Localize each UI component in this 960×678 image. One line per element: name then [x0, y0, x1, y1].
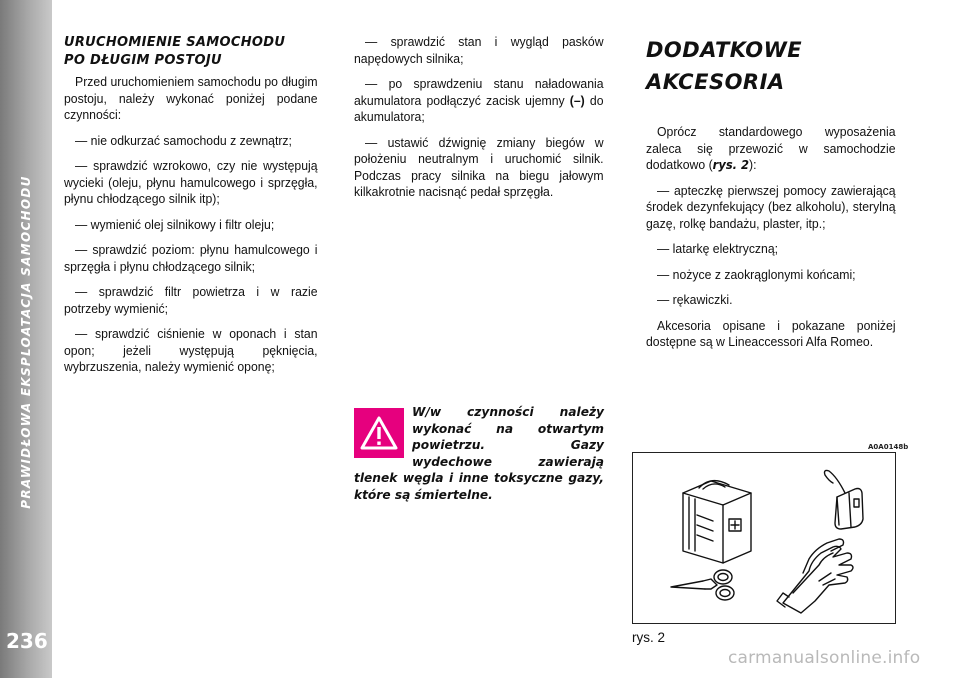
- list-item: [354, 76, 604, 126]
- intro-text: Oprócz standardowego wyposażenia zaleca się przewozić w samochodzie dodatkowo (: [646, 124, 896, 172]
- scissors-icon: [671, 570, 734, 600]
- heading-line: URUCHOMIENIE SAMOCHODU: [64, 35, 286, 50]
- list-item: — ustawić dźwignię zmiany biegów w położeniu neutralnym i uruchomić silnik. Podczas pracy silnika na biegu jałowym kilkakrotnie nacisnąć pedał sprzęgła.: [354, 134, 604, 199]
- watermark: carmanualsonline.info: [728, 648, 921, 668]
- list-item-text: do akumulatora;: [354, 92, 604, 124]
- list-item: — rękawiczki.: [657, 292, 733, 307]
- list-item-text: — po sprawdzeniu stanu naładowania akumulatora podłączyć zacisk ujemny: [354, 76, 604, 108]
- list-item: — sprawdzić wzrokowo, czy nie występują wycieki (oleju, płynu hamulcowego i sprzęgła, płynu chłodzącego silnik itp);: [64, 158, 318, 206]
- paragraph: Akcesoria opisane i pokazane poniżej dostępne są w Lineaccessori Alfa Romeo.: [646, 317, 896, 349]
- section-heading-restart: [64, 34, 318, 70]
- first-aid-kit-icon: [683, 481, 751, 563]
- warning-triangle-icon: [354, 408, 404, 458]
- figure-accessories: [632, 452, 896, 624]
- sidebar: [0, 0, 52, 678]
- list-item: — sprawdzić stan i wygląd pasków napędowych silnika;: [354, 34, 604, 66]
- gloves-icon: [777, 539, 853, 613]
- intro-text-end: ):: [749, 157, 757, 172]
- warning-text: W/w czynności należy wykonać na otwartym powietrzu. Gazy wydechowe zawierają tlenek węgla i inne toksyczne gazy, które są śmiertelne.: [354, 405, 604, 502]
- section-heading-accessories: [646, 34, 896, 98]
- list-item: — nożyce z zaokrąglonymi końcami;: [657, 266, 856, 282]
- minus-symbol: (–): [569, 92, 585, 108]
- sidebar-title: PRAWIDŁOWA EKSPLOATACJA SAMOCHODU: [19, 175, 33, 509]
- list-item: — sprawdzić poziom: płynu hamulcowego i sprzęgła i płynu chłodzącego silnik;: [64, 242, 318, 274]
- warning-note: [354, 404, 604, 503]
- list-item: — nie odkurzać samochodu z zewnątrz;: [75, 132, 292, 148]
- column-accessories: [646, 34, 896, 360]
- flashlight-icon: [825, 471, 864, 530]
- list-item: — apteczkę pierwszej pomocy zawierającą środek dezynfekujący (bez alkoholu), sterylną gazę, rolkę bandażu, plaster, itp.;: [646, 182, 896, 231]
- paragraph: [646, 124, 896, 174]
- heading-line: DODATKOWE: [646, 38, 803, 62]
- list-item: — latarkę elektryczną;: [657, 241, 779, 256]
- column-restart-after-storage: [64, 34, 318, 385]
- figure-caption: rys. 2: [632, 630, 666, 645]
- list-item: — sprawdzić filtr powietrza i w razie potrzeby wymienić;: [64, 284, 318, 316]
- heading-line: AKCESORIA: [646, 70, 785, 94]
- page-number: 236: [6, 629, 48, 653]
- list-item: — wymienić olej silnikowy i filtr oleju;: [75, 216, 275, 232]
- figure-code: A0A0148b: [868, 443, 909, 451]
- figure-reference: rys. 2: [712, 157, 750, 172]
- heading-line: PO DŁUGIM POSTOJU: [64, 53, 222, 68]
- list-item: — sprawdzić ciśnienie w oponach i stan opon; jeżeli występują pęknięcia, wybrzuszenia, należy wymienić oponę;: [64, 326, 318, 374]
- paragraph: Przed uruchomieniem samochodu po długim postoju, należy wykonać poniżej podane czynności:: [64, 74, 318, 122]
- column-restart-continued: [354, 34, 604, 210]
